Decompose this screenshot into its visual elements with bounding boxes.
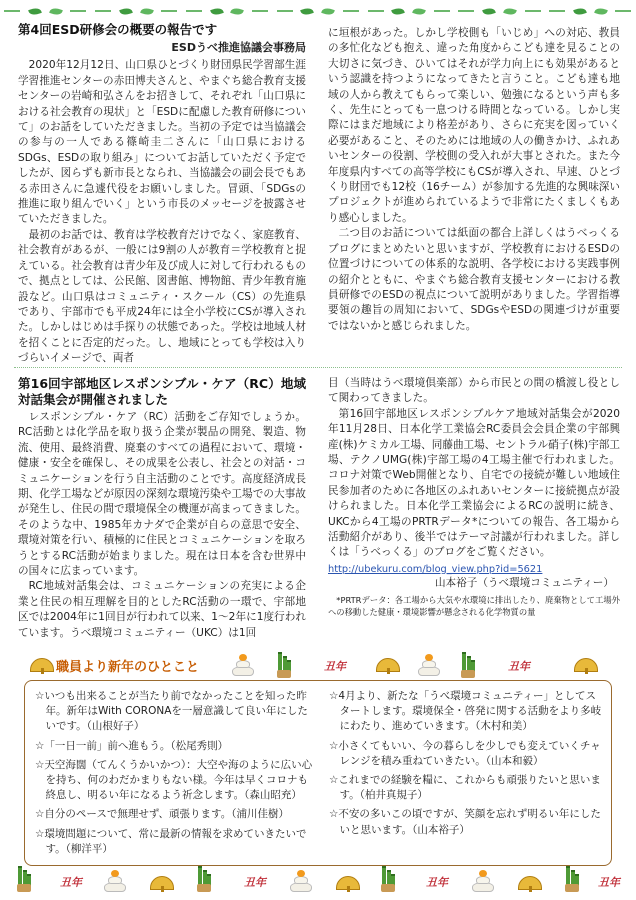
kadomatsu-icon (16, 868, 32, 892)
staff-message: ☆不安の多いこの頃ですが、笑顔を忘れず明るい年にしたいと思います。（山本裕子） (329, 808, 601, 836)
article1-left-column (18, 22, 306, 367)
ox-year-icon: 丑年 (598, 876, 620, 889)
section-divider (14, 367, 622, 368)
article1-paragraph: 最初のお話では、教育は学校教育だけでなく、家庭教育、社会教育があるが、一般には9割の人が教育＝学校教育と捉えている。社会教育は青少年及び成人に対して行われるもので、拠点としては、公民館、図書館、博物館、青少年教育施設など。山口県はコミュニティ・スクール（CS）の先進県であり、宇部市でも平成24年には全小学校にCSが導入された。しかしはじめは手探りの状態であった。学校は地域人材を招くことに否定的だった。し、地域にとっても学校は入りづらいイメージで、両者 (18, 228, 306, 365)
kagami-mochi-icon (290, 870, 312, 892)
ox-year-icon: 丑年 (426, 876, 448, 889)
article2-signature: 山本裕子（うべ環境コミュニティー） (434, 576, 614, 589)
fan-icon (336, 876, 360, 890)
kadomatsu-icon (380, 868, 396, 892)
article2-left-column (18, 376, 306, 641)
staff-message: ☆「一日一前」前へ進もう。（松尾秀則） (35, 739, 229, 752)
article2-paragraph: 目（当時はうべ環境倶楽部）から市民との間の橋渡し役として関わってきました。 (328, 377, 620, 405)
prtr-footnote: *PRTRデータ：各工場から大気や水環境に排出したり、廃棄物として工場外への移動した健康・環境影響が懸念される化学物質の量 (328, 595, 620, 617)
article2-paragraph: 第16回宇部地区レスポンシブルケア地域対話集会が2020年11月28日、日本化学工業協会RC委員会会員企業の宇部興産(株)ケミカル工場、同藤曲工場、セントラル硝子(株)宇部工場、テクノUMG(株)宇部工場の4工場主催で行われました。コロナ対策でWeb開催となり、自宅での接続が難しい地域住民参加者のために各地区のふれあいセンターに接続拠点が設けられました。日本化学工業協会によるRCの説明に続き、UKCから4工場のPRTRデータ*についての報告、各工場から活動紹介があり、後半ではテーマ討議が行われました。詳しくは「うべっくる」のブログをご覧ください。 (328, 407, 620, 559)
fan-icon (574, 658, 598, 672)
new-year-title: 職員より新年のひとこと (56, 659, 200, 675)
staff-message: ☆これまでの経験を糧に、これからも頑張りたいと思います。（柏井真規子） (329, 774, 601, 802)
article1-paragraph: 二つ目のお話については紙面の都合上詳しくはうべっくるブログにまとめたいと思いますが、学校教育におけるESDの位置づけについての体系的な説明、各学校における実践事例の紹介とともに、やまぐち総合教育支援センターにおける教員研修でのESDの視点について説明がありました。学習指導要領の趣旨の周知において、SDGsやESDの関連づけが重要ではないかと感じられました。 (328, 227, 620, 332)
staff-message: ☆いつも出来ることが当たり前でなかったことを知った昨年。新年はWith CORONAを一層意識して良い年にしたいです。（山根好子） (35, 690, 308, 733)
staff-message: ☆4月より、新たな「うべ環境コミュニティー」としてスタートします。環境保全・啓発に関する活動をより多岐にわたり、進めていきます。（木村和美） (329, 690, 602, 733)
kagami-mochi-icon (418, 654, 440, 676)
bottom-decoration (0, 868, 636, 896)
kadomatsu-icon (564, 868, 580, 892)
messages-right-column (329, 689, 603, 842)
ox-year-icon: 丑年 (324, 660, 346, 673)
new-year-header (14, 648, 622, 682)
article2-title: 第16回宇部地区レスポンシブル・ケア（RC）地域対話集会が開催されました (18, 376, 306, 407)
kagami-mochi-icon (104, 870, 126, 892)
article1-paragraph: に垣根があった。しかし学校側も「いじめ」への対応、教員の多忙化なども抱え、違った角度からこども達を見ることの大切さに気づき、ひいてはそれが学力向上にも効果があるという認識を持つようになってきたと言うこと。こども達も地域の人から教えてもらって楽しい、勉強になるという声も多く、先生にとっても一息つける時間となっている。しかし実際にはまだ地域により格差があり、さらに充実を図っていく必要があること、そのためには地域の人の働きかけ、ふれあいセンターの役割、学校側の受入れが大事とされた。また今年度県内すべての高等学校にもCSが導入され、早速、ひとづくり財団でも12校（16チーム）が参加する先進的な興味深いプロジェクトが進められているようで非常にたくましくもあり感心しました。 (328, 27, 620, 224)
article1-right-column (328, 26, 620, 334)
new-year-messages-box (24, 680, 612, 866)
staff-message: ☆環境問題について、常に最新の情報を求めていきたいです。（柳洋平） (35, 827, 307, 855)
staff-message: ☆自分のペースで無理せず、頑張ります。（浦川佳樹） (35, 808, 289, 821)
blog-link[interactable]: http://ubekuru.com/blog_view.php?id=5621 (328, 563, 543, 575)
fan-icon (150, 876, 174, 890)
fan-icon (376, 658, 400, 672)
ox-year-icon: 丑年 (244, 876, 266, 889)
article1-org: ESDうべ推進協議会事務局 (171, 41, 306, 54)
article2-paragraph: RC地域対話集会は、コミュニケーションの充実による企業と住民の相互理解を目的としたRC活動の一環で、宇部地区では2004年に1回目が行われて以来、1～2年に1度行われています。うべ環境コミュニティー（UKC）は1回 (18, 580, 306, 639)
fan-icon (518, 876, 542, 890)
kagami-mochi-icon (232, 654, 254, 676)
kagami-mochi-icon (472, 870, 494, 892)
article1-paragraph: 2020年12月12日、山口県ひとづくり財団県民学習部生涯学習推進センターの赤田博夫さんと、やまぐち総合教育支援センターの岩崎和弘さんをお招きして、それぞれ「山口県における社会教育の現状」と「ESDに配慮した教育研修について」のお話をしていただきました。当初の予定では当協議会の参与の一人である篠崎圭二さんに「山口県におけるSDGs、ESDの取り組み」についてお話していただく予定でしたが、図らずも新市長となられ、当協議会の副会長でもある赤田さんに急遽代役をお願いしました。冒頭、「SDGsの推進に取り組んでいく」という市長のメッセージを披露させていただきました。 (18, 59, 306, 226)
staff-message: ☆小さくてもいい、今の暮らしを少しでも変えていくチャレンジを積み重ねていきたい。（山本和毅） (329, 739, 601, 767)
kadomatsu-icon (276, 654, 292, 678)
messages-left-column (35, 689, 317, 861)
kadomatsu-icon (196, 868, 212, 892)
article2-paragraph: レスポンシブル・ケア（RC）活動をご存知でしょうか。RC活動とは化学品を取り扱う企業が製品の開発、製造、物流、使用、最終消費、廃棄のすべての過程において、環境・健康・安全を確保し、その成果を公表し、社会との対話・コミュニケーションを行う自主活動のことです。高度経済成長期、化学工場などが原因の深刻な環境汚染や工場での大事故が発生し、住民の間で環境保全の機運が高まってきました。そのような中、1985年カナダで企業が自らの意思で安全、環境対策を行い、積極的に住民とコミュニケーションを取ろうとするRC活動が始まりました。現在は日本を含む世界中の国々に広まっています。 (18, 411, 306, 578)
fan-icon (30, 658, 54, 672)
kadomatsu-icon (460, 654, 476, 678)
ox-year-icon: 丑年 (508, 660, 530, 673)
ox-year-icon: 丑年 (60, 876, 82, 889)
staff-message: ☆天空海闊（てんくうかいかつ）：大空や海のように広い心を持ち、何のわだかまりもない様。今年は早くコロナも終息し、明るい年になるよう祈念します。（森山昭充） (35, 758, 313, 802)
article2-right-column (328, 376, 620, 618)
top-leaf-border (0, 4, 636, 18)
article1-title: 第4回ESD研修会の概要の報告です (18, 22, 218, 37)
